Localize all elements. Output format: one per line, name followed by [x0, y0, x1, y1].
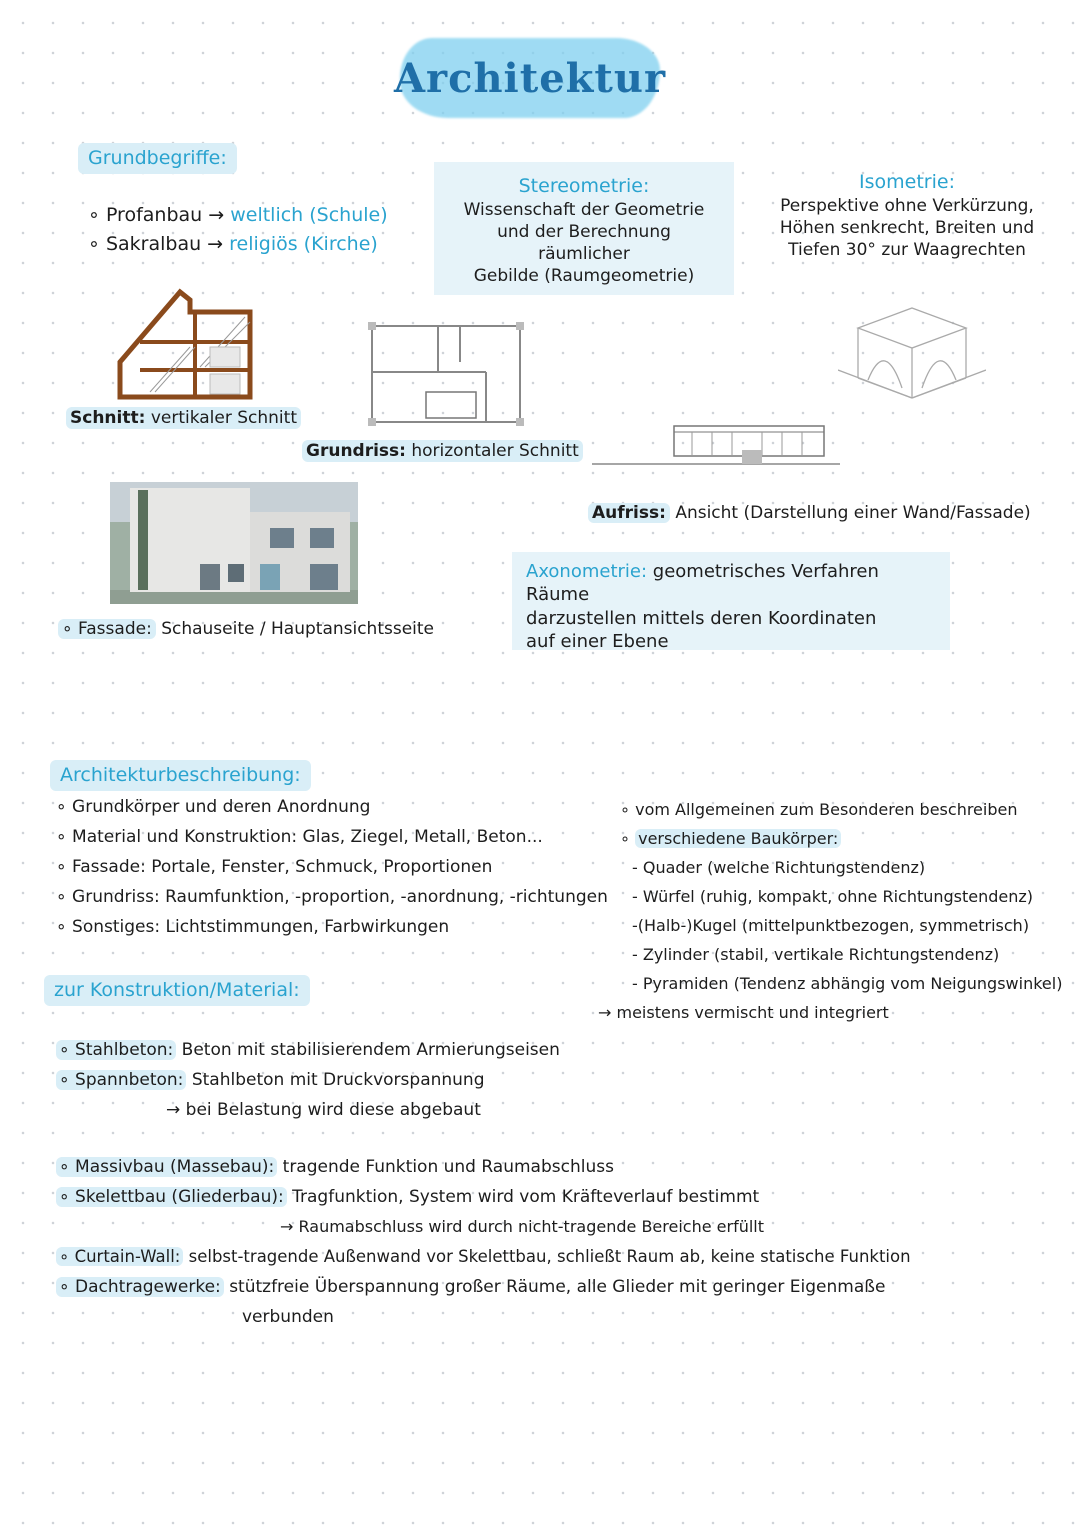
konstruktion-heading: zur Konstruktion/Material: — [44, 975, 310, 1006]
page-title: Architektur — [400, 38, 660, 118]
grundriss-label: Grundriss: horizontaler Schnitt — [302, 440, 583, 462]
isometric-drawing — [838, 298, 986, 408]
list-item: ∘ Stahlbeton: Beton mit stabilisierendem Armierungseisen — [56, 1035, 560, 1065]
stereometrie-box — [434, 162, 734, 295]
grundbegriffe-list — [88, 203, 388, 256]
list-item: ∘ Material und Konstruktion: Glas, Ziegel, Metall, Beton... — [56, 822, 608, 852]
konstruktion-list — [56, 1035, 560, 1125]
list-item: → Raumabschluss wird durch nicht-tragende Bereiche erfüllt — [280, 1217, 764, 1236]
list-item: ∘ Fassade: Portale, Fenster, Schmuck, Proportionen — [56, 852, 608, 882]
axonometrie-line: darzustellen mittels deren Koordinaten — [526, 607, 877, 629]
isometrie-line: Perspektive ohne Verkürzung, — [780, 195, 1034, 216]
list-item: -(Halb-)Kugel (mittelpunktbezogen, symmetrisch) — [632, 916, 1030, 935]
list-item: ∘ verschiedene Baukörper: — [620, 824, 1062, 853]
stereometrie-line: Gebilde (Raumgeometrie) — [473, 265, 695, 286]
beschreibung-right-list — [598, 795, 1063, 1027]
schnitt-label: Schnitt: vertikaler Schnitt — [66, 407, 301, 429]
list-item: - Würfel (ruhig, kompakt, ohne Richtungstendenz) — [632, 887, 1034, 906]
section-drawing — [110, 282, 255, 402]
list-item: ∘ Spannbeton: Stahlbeton mit Druckvorspannung — [56, 1065, 560, 1095]
list-item: - Zylinder (stabil, vertikale Richtungstendenz) — [632, 945, 1000, 964]
axonometrie-line: Axonometrie: geometrisches Verfahren Räume — [526, 561, 879, 606]
list-item: ∘ Massivbau (Massebau): tragende Funktion und Raumabschluss — [56, 1152, 1056, 1182]
aufriss-label: Aufriss: Ansicht (Darstellung einer Wand/Fassade) — [588, 502, 1031, 524]
list-item: ∘ Sonstiges: Lichtstimmungen, Farbwirkungen — [56, 912, 608, 942]
list-item: ∘ vom Allgemeinen zum Besonderen beschreiben — [620, 795, 1062, 824]
elevation-drawing — [592, 420, 840, 470]
axonometrie-box — [512, 552, 950, 653]
list-item: ∘ Grundriss: Raumfunktion, -proportion, -anordnung, -richtungen — [56, 882, 608, 912]
beschreibung-heading: Architekturbeschreibung: — [50, 760, 311, 791]
list-item: ∘ Sakralbau → religiös (Kirche) — [88, 232, 388, 257]
beschreibung-left-list — [56, 792, 608, 942]
bauweisen-list — [56, 1152, 1056, 1332]
stereometrie-line: Wissenschaft der Geometrie — [463, 199, 705, 220]
list-item: ∘ Profanbau → weltlich (Schule) — [88, 203, 388, 228]
list-item: - Pyramiden (Tendenz abhängig vom Neigungswinkel) — [632, 974, 1063, 993]
isometrie-line: Tiefen 30° zur Waagrechten — [788, 239, 1026, 260]
list-item: verbunden — [242, 1307, 334, 1327]
stereometrie-heading: Stereometrie: — [518, 175, 650, 197]
isometrie-heading: Isometrie: — [859, 171, 955, 193]
floorplan-drawing — [368, 320, 526, 428]
list-item: → bei Belastung wird diese abgebaut — [166, 1100, 481, 1120]
list-item: ∘ Curtain-Wall: selbst-tragende Außenwand vor Skelettbau, schließt Raum ab, keine statische Funktion — [56, 1242, 1056, 1272]
list-item: ∘ Skelettbau (Gliederbau): Tragfunktion, System wird vom Kräfteverlauf bestimmt — [56, 1182, 1056, 1212]
isometrie-block — [762, 170, 1052, 261]
list-item: ∘ Dachtragewerke: stützfreie Überspannung großer Räume, alle Glieder mit geringer Eigenmaße — [56, 1272, 1056, 1302]
list-item: ∘ Grundkörper und deren Anordnung — [56, 792, 608, 822]
list-item: - Quader (welche Richtungstendenz) — [632, 858, 926, 877]
stereometrie-line: und der Berechnung räumlicher — [497, 221, 671, 264]
axonometrie-line: auf einer Ebene — [526, 631, 669, 653]
isometrie-line: Höhen senkrecht, Breiten und — [779, 217, 1035, 238]
facade-photo — [110, 482, 358, 604]
fassade-label: ∘ Fassade: Schauseite / Hauptansichtsseite — [58, 618, 434, 640]
grundbegriffe-heading: Grundbegriffe: — [78, 143, 237, 174]
list-item: → meistens vermischt und integriert — [598, 1003, 889, 1022]
